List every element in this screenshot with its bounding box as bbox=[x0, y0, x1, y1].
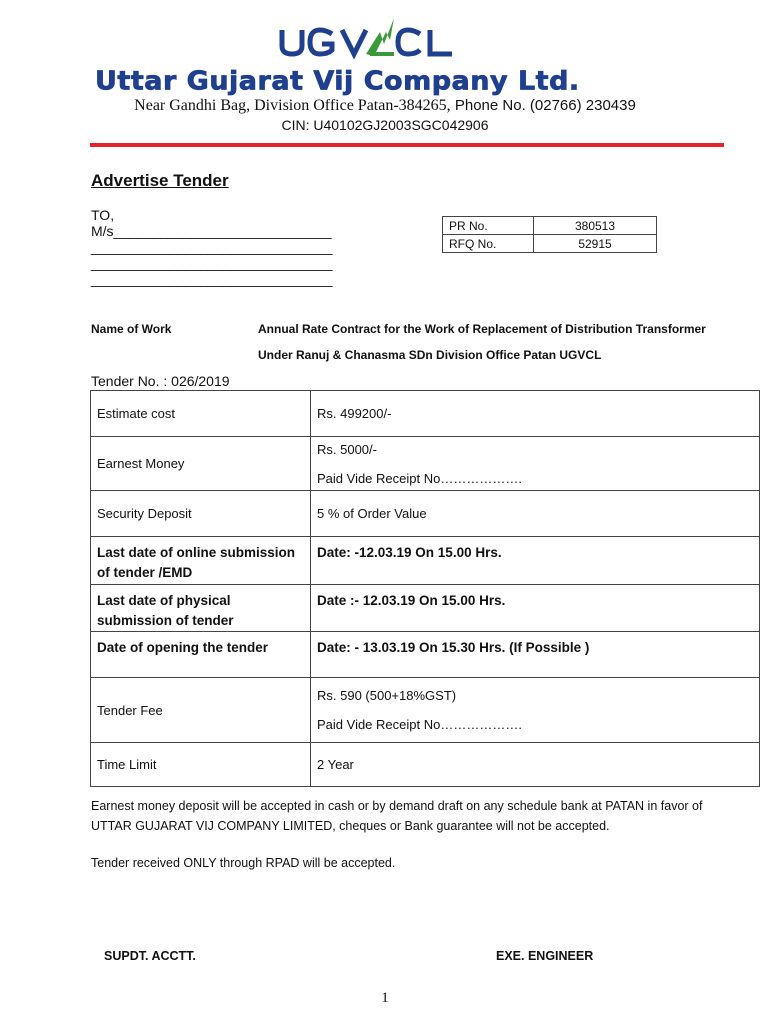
earnest-label: Earnest Money bbox=[91, 437, 311, 491]
online-submission-label: Last date of online submission of tender /EMD bbox=[91, 537, 311, 585]
earnest-value: Rs. 5000/- bbox=[317, 441, 377, 457]
table-row bbox=[91, 437, 760, 491]
address-line: _______________________________ bbox=[91, 271, 333, 287]
emd-note: Earnest money deposit will be accepted in cash or by demand draft on any schedule bank at PATAN in favor of UTTAR GUJARAT VIJ COMPANY LIMITED, cheques or Bank guarantee will not be accepted. bbox=[91, 799, 703, 833]
security-label: Security Deposit bbox=[91, 491, 311, 537]
rfq-value: 52915 bbox=[534, 235, 657, 253]
security-value: 5 % of Order Value bbox=[311, 491, 760, 537]
address-line: _______________________________ bbox=[91, 255, 333, 271]
table-row bbox=[91, 537, 760, 585]
table-row bbox=[91, 678, 760, 743]
physical-submission-value: Date :- 12.03.19 On 15.00 Hrs. bbox=[311, 585, 760, 632]
company-address bbox=[0, 97, 770, 115]
company-name: Uttar Gujarat Vij Company Ltd. bbox=[95, 66, 580, 97]
estimate-value: Rs. 499200/- bbox=[311, 391, 760, 437]
pr-value: 380513 bbox=[534, 217, 657, 235]
tender-fee-value: Rs. 590 (500+18%GST) bbox=[317, 688, 457, 703]
rpad-note: Tender received ONLY through RPAD will be accepted. bbox=[91, 856, 396, 870]
name-of-work-label: Name of Work bbox=[91, 322, 172, 336]
opening-date-label: Date of opening the tender bbox=[91, 632, 311, 678]
tender-details-table bbox=[90, 390, 760, 787]
table-row bbox=[91, 491, 760, 537]
signatory-supdt: SUPDT. ACCTT. bbox=[104, 949, 196, 963]
pr-row bbox=[443, 217, 657, 235]
name-of-work-line-2: Under Ranuj & Chanasma SDn Division Office Patan UGVCL bbox=[258, 348, 602, 362]
tender-fee-label: Tender Fee bbox=[91, 678, 311, 743]
table-row bbox=[91, 632, 760, 678]
earnest-receipt: Paid Vide Receipt No………………. bbox=[317, 470, 522, 486]
time-limit-value: 2 Year bbox=[311, 743, 760, 787]
table-row bbox=[91, 585, 760, 632]
earnest-cell bbox=[311, 437, 760, 491]
cin-number: CIN: U40102GJ2003SGC042906 bbox=[281, 117, 489, 133]
signatory-engineer: EXE. ENGINEER bbox=[496, 949, 594, 963]
rfq-label: RFQ No. bbox=[443, 235, 534, 253]
rfq-row bbox=[443, 235, 657, 253]
header-divider bbox=[90, 143, 724, 147]
pr-rfq-table bbox=[442, 216, 657, 253]
tender-fee-cell bbox=[311, 678, 760, 743]
table-row bbox=[91, 391, 760, 437]
phone-text: Phone No. (02766) 230439 bbox=[450, 97, 636, 114]
recipient-block bbox=[91, 207, 332, 287]
online-submission-value: Date: -12.03.19 On 15.00 Hrs. bbox=[311, 537, 760, 585]
name-of-work-line-1: Annual Rate Contract for the Work of Replacement of Distribution Transformer bbox=[258, 322, 706, 336]
time-limit-label: Time Limit bbox=[91, 743, 311, 787]
opening-date-value: Date: - 13.03.19 On 15.30 Hrs. (If Possible ) bbox=[311, 632, 760, 678]
tender-number: Tender No. : 026/2019 bbox=[91, 373, 230, 389]
address-text: Near Gandhi Bag, Division Office Patan-384265, bbox=[134, 97, 451, 114]
physical-submission-label: Last date of physical submission of tender bbox=[91, 585, 311, 632]
page-number: 1 bbox=[381, 990, 389, 1006]
ms-line: M/s____________________________ bbox=[91, 223, 332, 239]
estimate-label: Estimate cost bbox=[91, 391, 311, 437]
lightning-logo-icon bbox=[270, 10, 500, 68]
tender-fee-receipt: Paid Vide Receipt No………………. bbox=[317, 717, 522, 732]
address-line: _______________________________ bbox=[91, 239, 333, 255]
table-row bbox=[91, 743, 760, 787]
ugvcl-logo bbox=[270, 10, 500, 68]
pr-label: PR No. bbox=[443, 217, 534, 235]
to-label: TO, bbox=[91, 207, 115, 223]
document-title: Advertise Tender bbox=[91, 171, 229, 190]
